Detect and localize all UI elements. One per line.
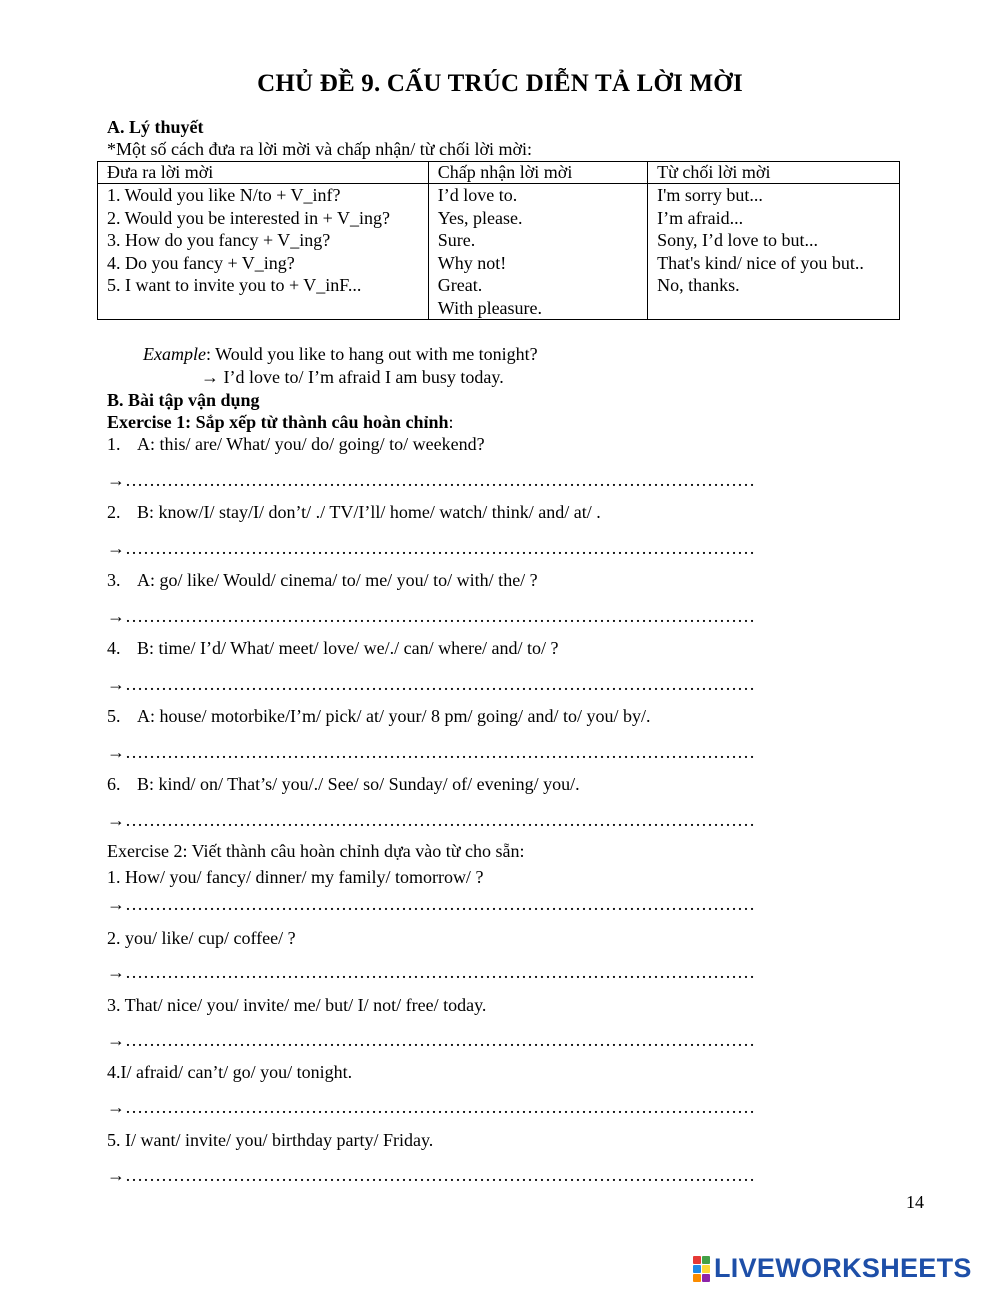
- logo-square: [693, 1274, 701, 1282]
- question-number: 5.: [107, 706, 121, 726]
- page-title: CHỦ ĐỀ 9. CẤU TRÚC DIỄN TẢ LỜI MỜI: [257, 70, 743, 97]
- exercise-2-title: Exercise 2: Viết thành câu hoàn chỉnh dựa vào từ cho sẵn:: [107, 841, 525, 861]
- table-cell: Sony, I’d love to but...: [657, 230, 818, 250]
- answer-line[interactable]: →……………………………………………………………………………………………: [107, 1097, 755, 1117]
- answer-line[interactable]: →……………………………………………………………………………………………: [107, 1165, 755, 1185]
- logo-square: [702, 1274, 710, 1282]
- section-a-intro: *Một số cách đưa ra lời mời và chấp nhận/ từ chối lời mời:: [107, 139, 532, 159]
- logo-square: [693, 1256, 701, 1264]
- table-cell: That's kind/ nice of you but..: [657, 252, 864, 273]
- exercise-1-title-colon: :: [448, 412, 454, 432]
- page-number: 14: [906, 1192, 924, 1212]
- table-cell: I’d love to.: [437, 185, 518, 205]
- table-col-decline: [648, 184, 900, 320]
- table-cell: With pleasure.: [437, 297, 543, 318]
- invitation-table: [97, 161, 900, 320]
- question-text: B: know/I/ stay/I/ don’t/ ./ TV/I’ll/ home/ watch/ think/ and/ at/ .: [137, 502, 601, 522]
- section-b-heading: B. Bài tập vận dụng: [107, 390, 260, 410]
- example-text: : Would you like to hang out with me tonight?: [205, 344, 538, 364]
- table-cell: Yes, please.: [437, 207, 523, 228]
- table-header-accept: Chấp nhận lời mời: [428, 162, 647, 184]
- question-text: A: go/ like/ Would/ cinema/ to/ me/ you/ to/ with/ the/ ?: [137, 570, 538, 590]
- exercise-1-question: [107, 774, 580, 795]
- answer-line[interactable]: →……………………………………………………………………………………………: [107, 894, 755, 914]
- exercise-1-title: [107, 412, 454, 433]
- section-a-heading: A. Lý thuyết: [107, 117, 204, 137]
- exercise-1-question: [107, 434, 485, 455]
- table-cell: 3. How do you fancy + V_ing?: [107, 230, 331, 250]
- question-number: 4.: [107, 638, 121, 658]
- logo-square: [702, 1265, 710, 1273]
- table-header-decline: Từ chối lời mời: [648, 162, 900, 184]
- answer-line[interactable]: →……………………………………………………………………………………………: [107, 674, 755, 694]
- table-cell: 2. Would you be interested in + V_ing?: [107, 207, 390, 228]
- answer-line[interactable]: →……………………………………………………………………………………………: [107, 470, 755, 490]
- table-cell: 1. Would you like N/to + V_inf?: [107, 185, 341, 205]
- question-text: B: kind/ on/ That’s/ you/./ See/ so/ Sunday/ of/ evening/ you/.: [137, 774, 580, 794]
- answer-line[interactable]: →……………………………………………………………………………………………: [107, 810, 755, 830]
- table-col-accept: [428, 184, 647, 320]
- exercise-2-question: 1. How/ you/ fancy/ dinner/ my family/ tomorrow/ ?: [107, 867, 484, 887]
- exercise-2-question: 2. you/ like/ cup/ coffee/ ?: [107, 928, 296, 948]
- example-label: Example: [143, 344, 206, 364]
- example-answer: → I’d love to/ I’m afraid I am busy today.: [201, 367, 504, 387]
- exercise-2-question: 3. That/ nice/ you/ invite/ me/ but/ I/ not/ free/ today.: [107, 995, 487, 1015]
- question-text: A: house/ motorbike/I’m/ pick/ at/ your/ 8 pm/ going/ and/ to/ you/ by/.: [137, 706, 651, 726]
- liveworksheets-logo[interactable]: [693, 1253, 972, 1284]
- exercise-1-question: [107, 502, 601, 523]
- question-number: 3.: [107, 570, 121, 590]
- table-cell: Great.: [437, 275, 483, 295]
- table-cell: Why not!: [437, 252, 507, 273]
- answer-line[interactable]: →……………………………………………………………………………………………: [107, 1030, 755, 1050]
- table-cell: I’m afraid...: [657, 207, 744, 228]
- question-number: 2.: [107, 502, 121, 522]
- answer-line[interactable]: →……………………………………………………………………………………………: [107, 742, 755, 762]
- table-cell: 4. Do you fancy + V_ing?: [107, 252, 295, 273]
- table-header-invite: Đưa ra lời mời: [98, 162, 429, 184]
- answer-line[interactable]: →……………………………………………………………………………………………: [107, 538, 755, 558]
- logo-text: LIVEWORKSHEETS: [714, 1253, 972, 1283]
- table-cell: 5. I want to invite you to + V_inF...: [107, 275, 362, 295]
- exercise-1-question: [107, 570, 538, 591]
- table-col-invite: [98, 184, 429, 320]
- question-text: B: time/ I’d/ What/ meet/ love/ we/./ can/ where/ and/ to/ ?: [137, 638, 559, 658]
- answer-line[interactable]: →……………………………………………………………………………………………: [107, 606, 755, 626]
- exercise-1-title-bold: Exercise 1: Sắp xếp từ thành câu hoàn chỉnh: [107, 412, 449, 432]
- logo-square: [693, 1265, 701, 1273]
- question-text: A: this/ are/ What/ you/ do/ going/ to/ weekend?: [137, 434, 485, 454]
- question-number: 6.: [107, 774, 121, 794]
- logo-square: [702, 1256, 710, 1264]
- example: [143, 344, 538, 365]
- exercise-1-question: [107, 706, 650, 727]
- exercise-1-question: [107, 638, 559, 659]
- logo-mark-icon: [693, 1256, 710, 1282]
- exercise-2-question: 4.I/ afraid/ can’t/ go/ you/ tonight.: [107, 1062, 353, 1082]
- table-cell: No, thanks.: [657, 275, 740, 295]
- table-cell: Sure.: [437, 230, 476, 250]
- table-cell: I'm sorry but...: [657, 185, 763, 205]
- exercise-2-question: 5. I/ want/ invite/ you/ birthday party/ Friday.: [107, 1130, 434, 1150]
- answer-line[interactable]: →……………………………………………………………………………………………: [107, 962, 755, 982]
- question-number: 1.: [107, 434, 121, 454]
